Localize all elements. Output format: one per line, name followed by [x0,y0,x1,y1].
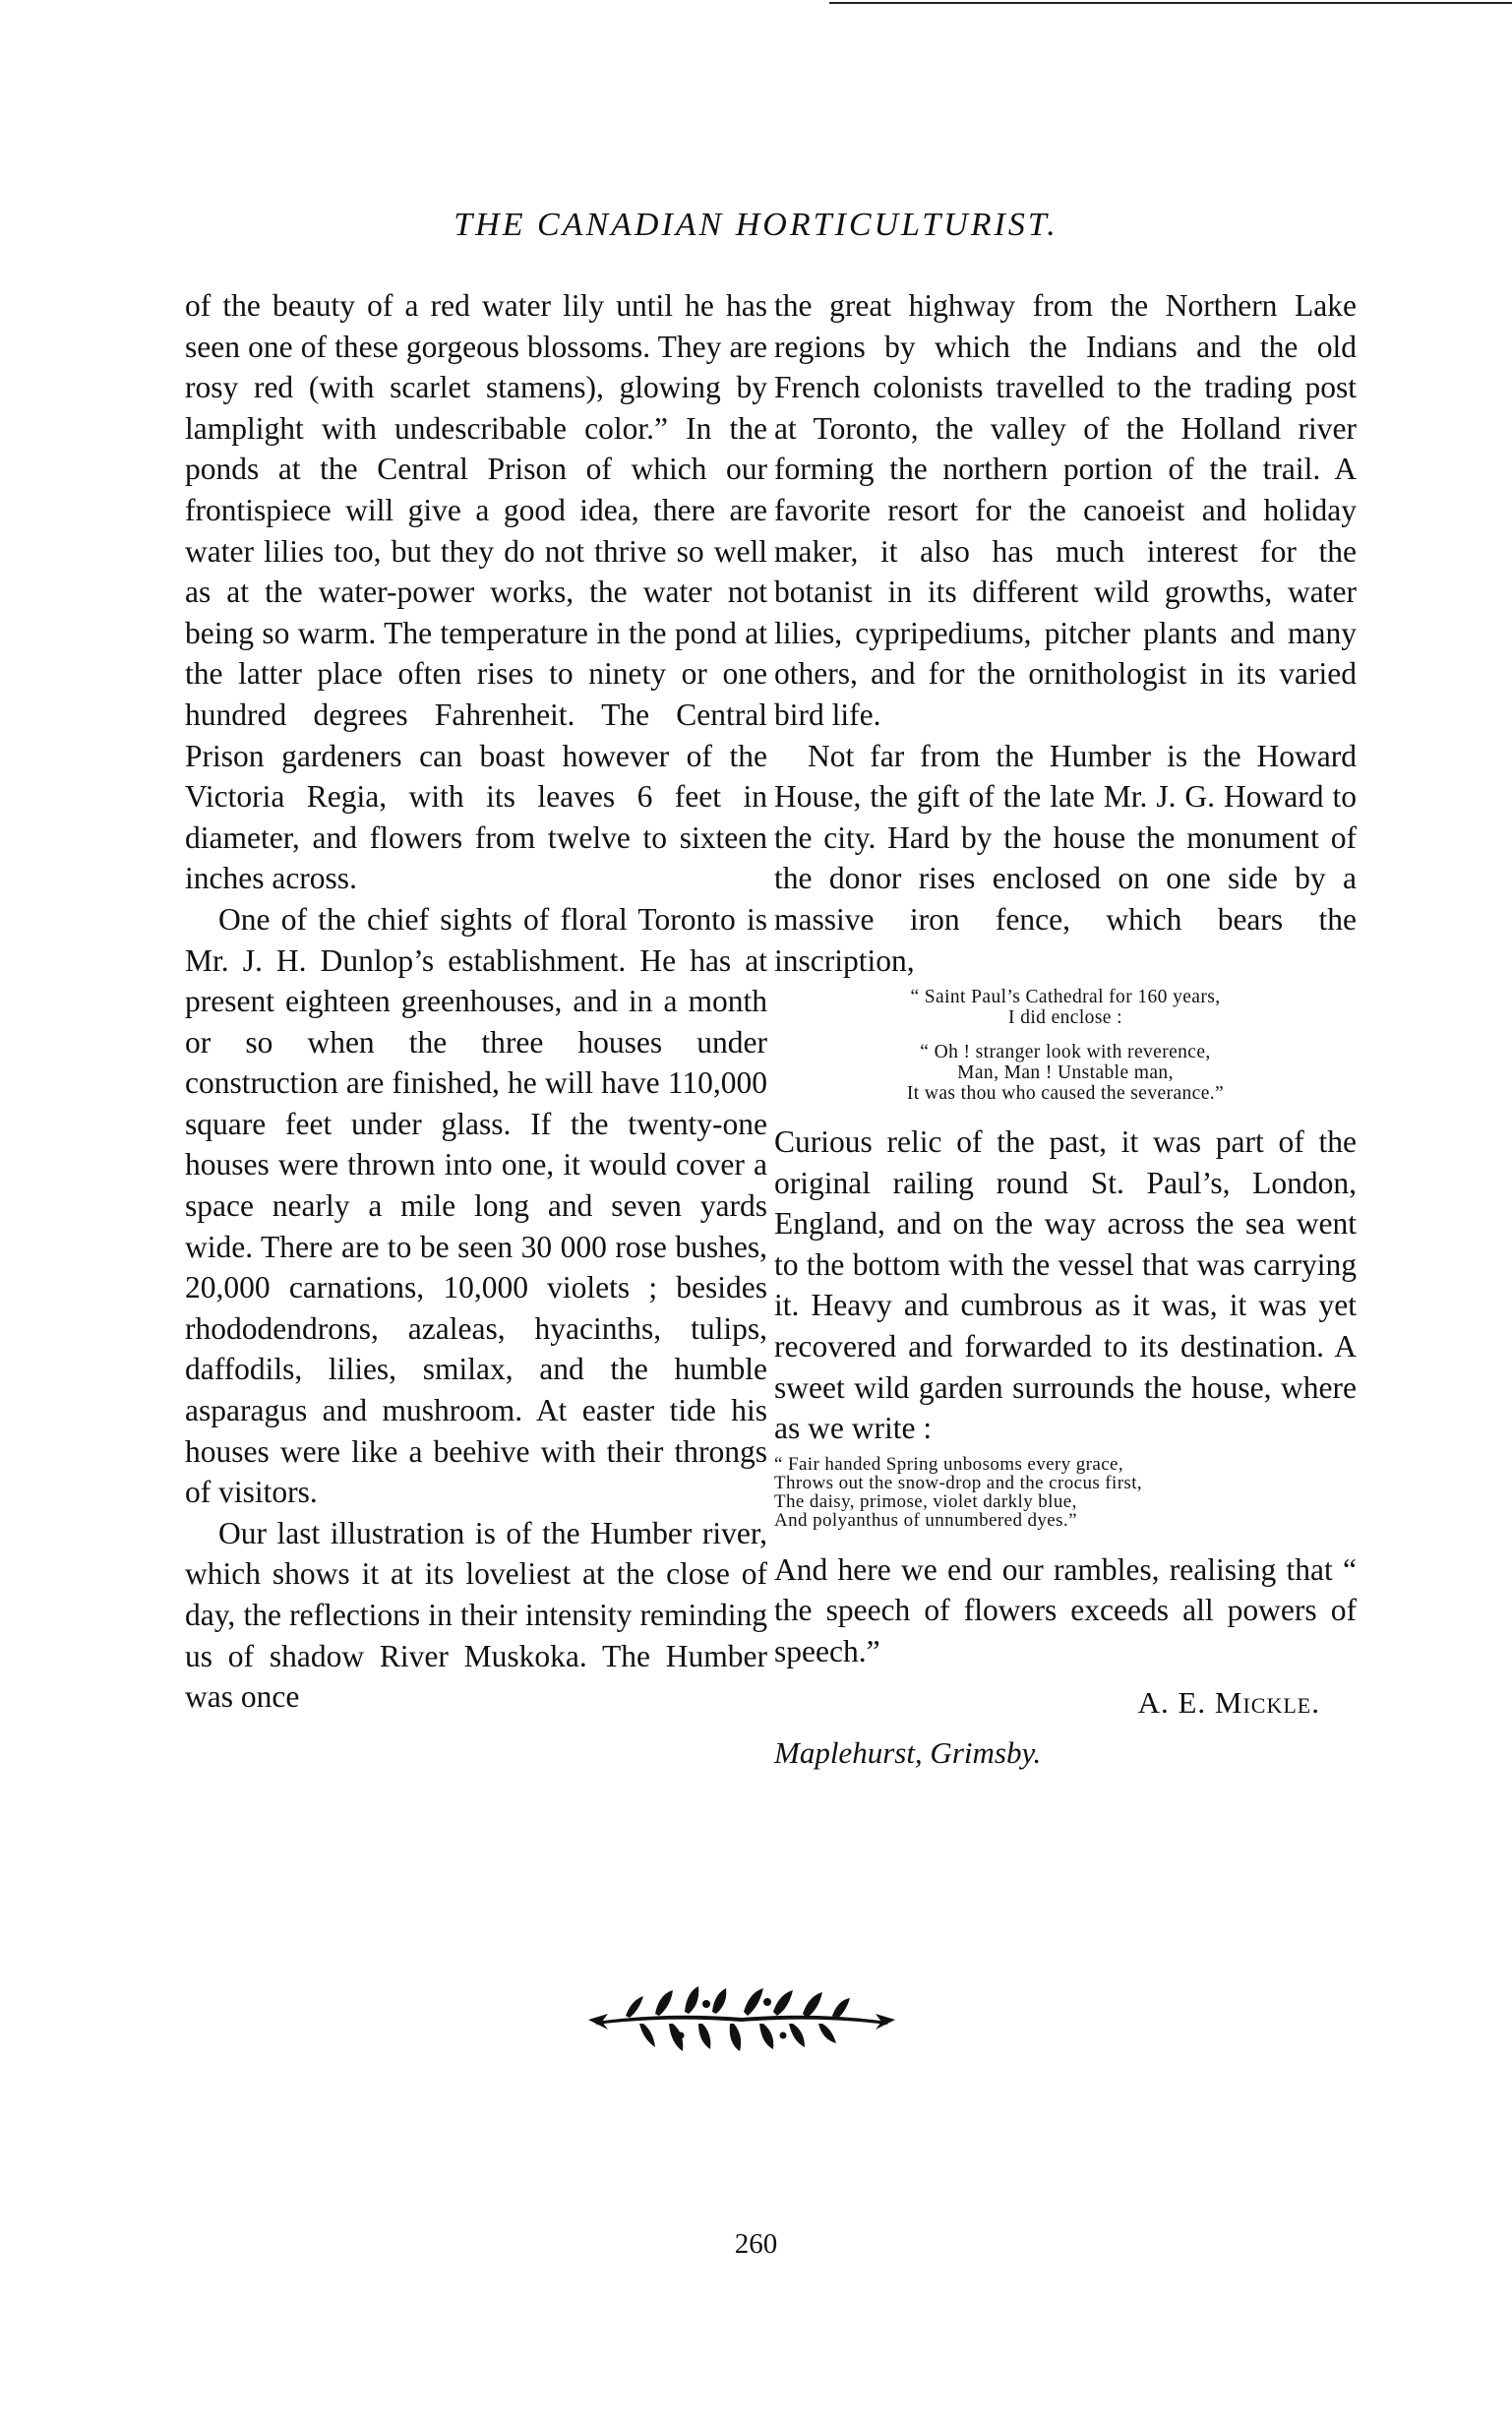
inscription-line: It was thou who caused the severance.” [906,1083,1225,1105]
body-paragraph: And here we end our rambles, realising that “ the speech of flowers exceeds all powers of speech.” [774,1551,1357,1669]
body-paragraph: Not far from the Humber is the Howard House, the gift of the late Mr. J. G. Howard to the city. Hard by the house the monument of the donor rises enclosed on one side by a massive iron fence, which bears the inscription, [774,738,1357,978]
inscription-quote [774,987,1357,1028]
poem-line: Throws out the snow-drop and the crocus first, [774,1472,1143,1493]
inscription-quote [774,1042,1357,1104]
poem-line: And polyanthus of unnumbered dyes.” [774,1509,1077,1531]
floral-sprig-ornament-icon [586,1982,897,2055]
inscription-line: “ Saint Paul’s Cathedral for 160 years, [910,987,1221,1008]
running-head: THE CANADIAN HORTICULTURIST. [454,207,1058,243]
left-column [185,285,767,1718]
inscription-line: I did enclose : [1008,1007,1122,1029]
poem-quote [774,1455,1357,1530]
page-number: 260 [734,2228,778,2260]
top-rule [829,2,1512,4]
poem-line: The daisy, primose, violet darkly blue, [774,1490,1077,1512]
body-paragraph: the great highway from the Northern Lake regions by which the Indians and the old French colonists travelled to the trading post at Toronto, the valley of the Holland river forming the northern portion of the trail. A favorite resort for the canoeist and holiday maker, it also has much interest for the botanist in its different wild growths, water lilies, cypripediums, pitcher plants and many others, and for the ornithologist in its varied bird life. [774,288,1357,732]
body-paragraph: One of the chief sights of floral Toronto is Mr. J. H. Dunlop’s establishment. He has at present eighteen greenhouses, and in a month or so when the three houses under construction are finished, he will have 110,000 square feet under glass. If the twenty-one houses were thrown into one, it would cover a space nearly a mile long and seven yards wide. There are to be seen 30 000 rose bushes, 20,000 carnations, 10,000 violets ; besides rhododendrons, azaleas, hyacinths, tulips, daffodils, lilies, smilax, and the humble asparagus and mushroom. At easter tide his houses were like a beehive with their throngs of visitors. [185,901,767,1510]
inscription-line: “ Oh ! stranger look with reverence, [920,1042,1211,1063]
body-paragraph: Curious relic of the past, it was part of the original railing round St. Paul’s, London, England, and on the way across the sea went to the bottom with the vessel that was carrying it. Heavy and cumbrous as it was, it was yet recovered and forwarded to its destination. A sweet wild garden surrounds the house, where as we write : [774,1124,1357,1446]
author-signature: A. E. Mickle. [1137,1684,1320,1720]
poem-line: “ Fair handed Spring unbosoms every grace, [774,1453,1124,1475]
author-location: Maplehurst, Grimsby. [774,1734,1042,1770]
inscription-line: Man, Man ! Unstable man, [957,1062,1174,1084]
body-paragraph: Our last illustration is of the Humber river, which shows it at its loveliest at the close of day, the reflections in their intensity reminding us of shadow River Muskoka. The Humber was once [185,1515,767,1715]
right-column [774,285,1357,1773]
body-paragraph: of the beauty of a red water lily until he has seen one of these gorgeous blossoms. They are rosy red (with scarlet stamens), glowing by lamplight with undescribable color.” In the ponds at the Central Prison of which our frontispiece will give a good idea, there are water lilies too, but they do not thrive so well as at the water-power works, the water not being so warm. The temperature in the pond at the latter place often rises to ninety or one hundred degrees Fahrenheit. The Central Prison gardeners can boast however of the Victoria Regia, with its leaves 6 feet in diameter, and flowers from twelve to sixteen inches across. [185,288,767,896]
